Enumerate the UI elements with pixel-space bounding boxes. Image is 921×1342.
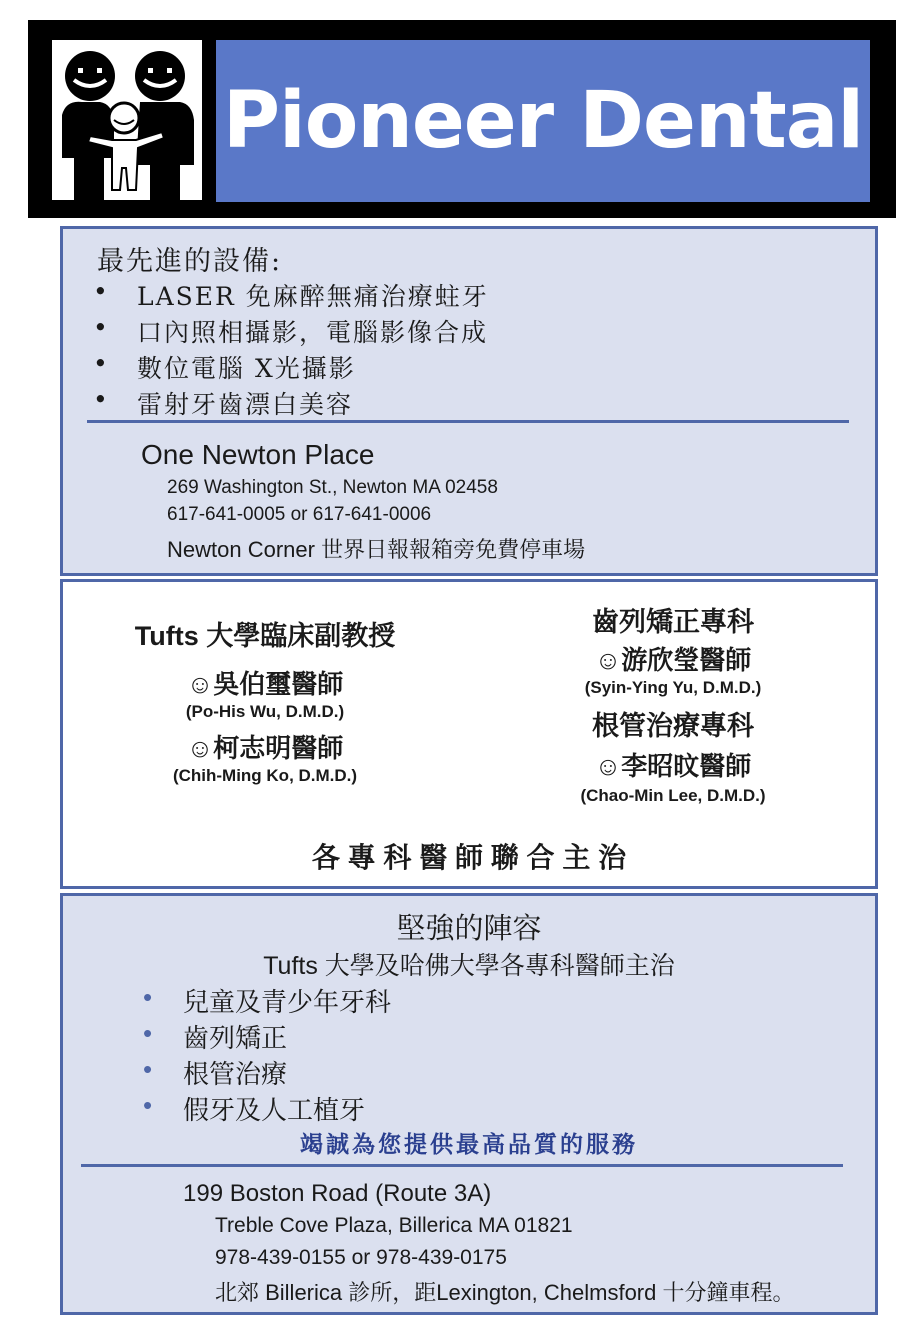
team-services-list xyxy=(143,982,391,1126)
equipment-heading: 最先進的設備: xyxy=(97,246,283,277)
equipment-list xyxy=(93,277,489,421)
newton-office-street: 269 Washington St., Newton MA 02458 xyxy=(167,477,498,498)
service-slogan: 竭誠為您提供最高品質的服務 xyxy=(300,1131,638,1158)
list-item: • 數位電腦 X光攝影 xyxy=(93,349,356,383)
left-doctors-title: Tufts 大學臨床副教授 xyxy=(134,621,396,651)
section-divider xyxy=(87,420,849,423)
bullet-icon: • xyxy=(143,1018,153,1048)
list-item: • LASER 免麻醉無痛治療蛀牙 xyxy=(93,277,489,311)
bullet-icon: • xyxy=(143,982,153,1012)
doctor-name: ☺吳伯璽醫師 xyxy=(186,669,344,699)
doctor-english-name: (Syin-Ying Yu, D.M.D.) xyxy=(584,678,762,697)
billerica-office-address: 199 Boston Road (Route 3A) xyxy=(183,1180,492,1207)
list-item: • 齒列矯正 xyxy=(143,1018,288,1053)
section-divider xyxy=(81,1164,843,1167)
doctor-name: ☺柯志明醫師 xyxy=(186,733,344,763)
practice-title: Pioneer Dental xyxy=(222,76,864,166)
smiley-icon: ☺ xyxy=(594,751,622,781)
team-panel xyxy=(60,893,878,1315)
bullet-icon: • xyxy=(93,277,108,306)
billerica-office-note: 北郊 Billerica 診所，距Lexington, Chelmsford 十分鐘車程。 xyxy=(215,1280,795,1305)
family-logo-icon xyxy=(52,40,202,200)
bullet-icon: • xyxy=(143,1054,153,1084)
team-heading: 堅強的陣容 xyxy=(396,913,542,945)
doctor-english-name: (Po-His Wu, D.M.D.) xyxy=(185,702,345,721)
smiley-icon: ☺ xyxy=(186,733,214,763)
newton-office-parking: Newton Corner 世界日報報箱旁免費停車場 xyxy=(167,537,586,562)
doctor-english-name: (Chih-Ming Ko, D.M.D.) xyxy=(172,766,358,785)
bullet-icon: • xyxy=(93,385,108,414)
list-item: • 兒童及青少年牙科 xyxy=(143,982,392,1017)
list-item: • 根管治療 xyxy=(143,1054,288,1089)
bullet-icon: • xyxy=(93,313,108,342)
joint-care-footer: 各 專 科 醫 師 聯 合 主 治 xyxy=(311,842,627,873)
header-banner xyxy=(28,20,896,218)
specialty-title: 齒列矯正專科 xyxy=(592,607,754,637)
doctor-name: ☺游欣瑩醫師 xyxy=(594,645,752,675)
doctor-english-name: (Chao-Min Lee, D.M.D.) xyxy=(580,786,766,805)
doctors-panel xyxy=(60,579,878,889)
equipment-panel xyxy=(60,226,878,576)
billerica-office-phone: 978-439-0155 or 978-439-0175 xyxy=(215,1246,507,1269)
team-subheading: Tufts 大學及哈佛大學各專科醫師主治 xyxy=(263,952,675,980)
list-item: • 假牙及人工植牙 xyxy=(143,1090,366,1125)
billerica-office-plaza: Treble Cove Plaza, Billerica MA 01821 xyxy=(215,1214,573,1237)
doctor-name: ☺李昭旼醫師 xyxy=(594,751,752,781)
list-item: • 口內照相攝影，電腦影像合成 xyxy=(93,313,489,347)
bullet-icon: • xyxy=(93,349,108,378)
smiley-icon: ☺ xyxy=(594,645,622,675)
title-band xyxy=(216,40,870,202)
newton-office-name: One Newton Place xyxy=(141,439,375,470)
smiley-icon: ☺ xyxy=(186,669,214,699)
bullet-icon: • xyxy=(143,1090,153,1120)
newton-office-phone: 617-641-0005 or 617-641-0006 xyxy=(167,504,432,525)
specialty-title: 根管治療專科 xyxy=(592,711,754,741)
list-item: • 雷射牙齒漂白美容 xyxy=(93,385,354,419)
